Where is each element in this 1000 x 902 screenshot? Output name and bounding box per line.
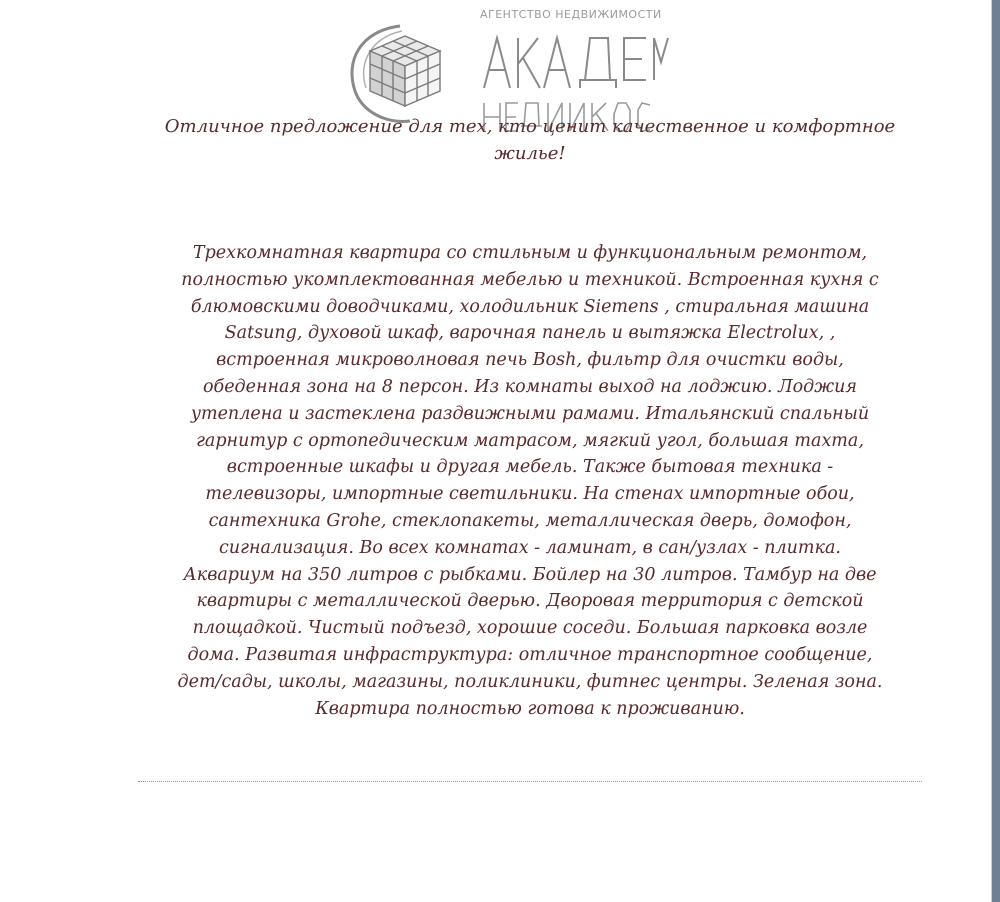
- headline: [130, 113, 930, 167]
- logo-caption: АГЕНТСТВО НЕДВИЖИМОСТИ: [480, 8, 662, 21]
- headline-line: жилье!: [494, 143, 566, 164]
- description-line: сигнализация. Во всех комнатах - ламинат, в сан/узлах - плитка.: [219, 537, 841, 558]
- description-line: Квартира полностью готова к проживанию.: [315, 698, 745, 719]
- description-line: блюмовскими доводчиками, холодильник Siemens , стиральная машина: [190, 296, 870, 317]
- description-line: полностью укомплектованная мебелью и техникой. Встроенная кухня с: [181, 269, 879, 290]
- page-edge: [992, 0, 1000, 902]
- description-line: телевизоры, импортные светильники. На стенах импортные обои,: [205, 484, 855, 505]
- description-line: обеденная зона на 8 персон. Из комнаты выход на лоджию. Лоджия: [202, 376, 857, 397]
- description-line: сантехника Grohe, стеклопакеты, металлическая дверь, домофон,: [208, 510, 852, 531]
- description-line: квартиры с металлической дверью. Дворовая территория с детской: [196, 591, 864, 612]
- description-line: гарнитур с ортопедическим матрасом, мягкий угол, большая тахта,: [196, 430, 864, 451]
- description-line: Аквариум на 350 литров с рыбками. Бойлер на 30 литров. Тамбур на две: [183, 564, 877, 585]
- description-line: Трехкомнатная квартира со стильным и функциональным ремонтом,: [192, 243, 868, 263]
- dotted-divider: [138, 781, 922, 782]
- description-line: Satsung, духовой шкаф, варочная панель и вытяжка Electrolux, ,: [224, 323, 836, 344]
- description-line: встроенная микроволновая печь Bosh, фильтр для очистки воды,: [216, 350, 844, 371]
- headline-line: Отличное предложение для тех, кто ценит качественное и комфортное: [164, 116, 896, 137]
- description-line: встроенные шкафы и другая мебель. Также бытовая техника -: [226, 457, 834, 478]
- description-line: дет/сады, школы, магазины, поликлиники, фитнес центры. Зеленая зона.: [177, 671, 883, 692]
- apartment-description: [130, 240, 930, 722]
- description-line: площадкой. Чистый подъезд, хорошие соседи. Большая парковка возле: [192, 618, 868, 639]
- description-line: дома. Развитая инфраструктура: отличное транспортное сообщение,: [187, 644, 873, 665]
- description-line: утеплена и застеклена раздвижными рамами. Итальянский спальный: [190, 403, 870, 424]
